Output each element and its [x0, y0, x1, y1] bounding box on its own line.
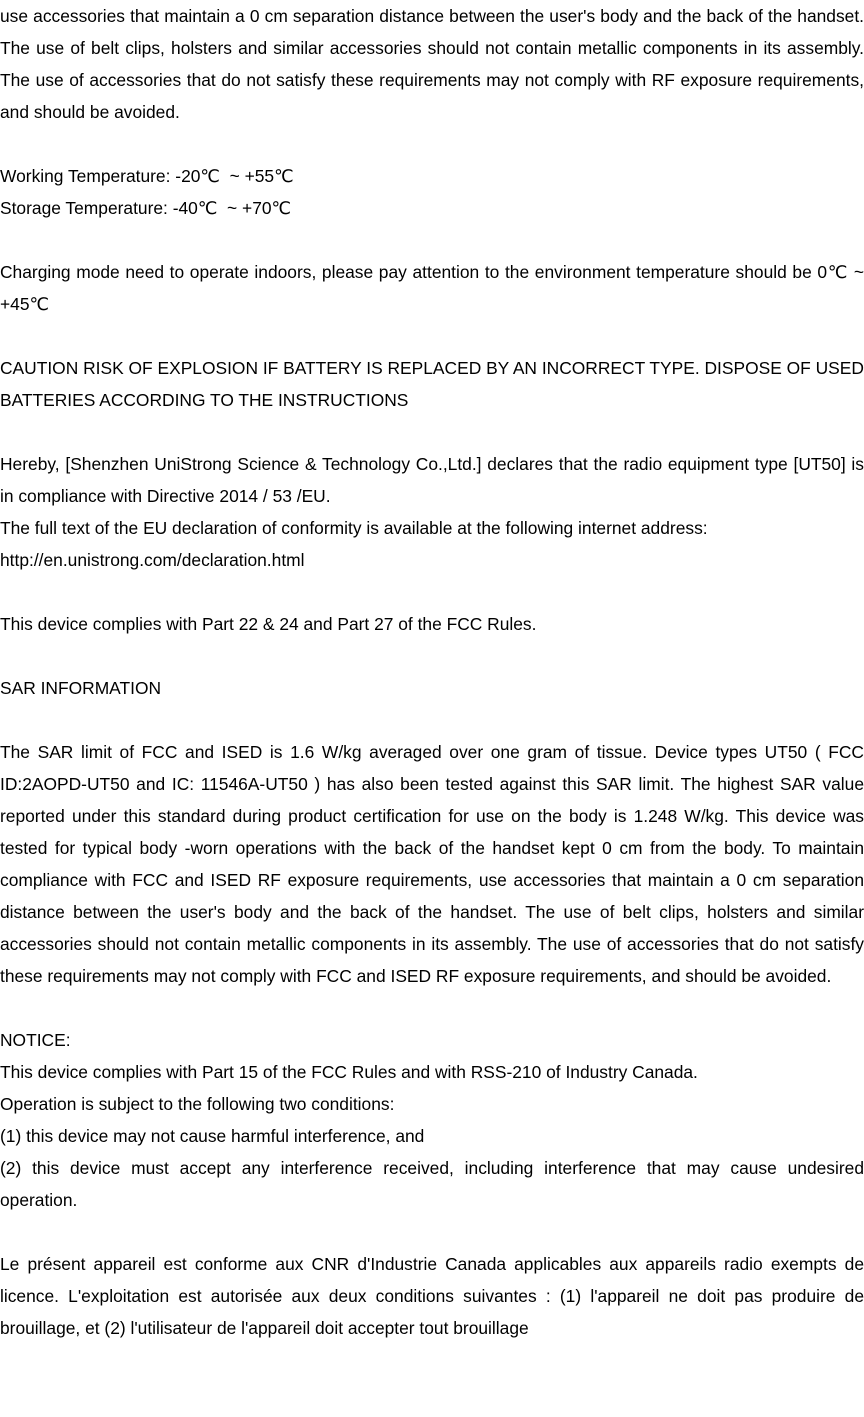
sar-paragraph: The SAR limit of FCC and ISED is 1.6 W/kg averaged over one gram of tissue. Device types UT50 ( FCC ID:2AOPD-UT50 and IC: 11546A-UT50 ) has also been tested against this SAR limit. The highest SAR value reported under this standard during product certification for use on the body is 1.248 W/kg. This device was tested for typical body -worn operations with the back of the handset kept 0 cm from the body. To maintain compliance with FCC and ISED RF exposure requirements, use accessories that maintain a 0 cm separation distance between the user's body and the back of the handset. The use of belt clips, holsters and similar accessories should not contain metallic components in its assembly. The use of accessories that do not satisfy these requirements may not comply with FCC and ISED RF exposure requirements, and should be avoided.: [0, 742, 864, 986]
notice-heading: NOTICE:: [0, 1030, 71, 1050]
charging-paragraph: Charging mode need to operate indoors, please pay attention to the environment temperature should be 0℃ ~ +45℃: [0, 262, 864, 314]
spacer: [0, 1216, 864, 1248]
caution-paragraph: CAUTION RISK OF EXPLOSION IF BATTERY IS REPLACED BY AN INCORRECT TYPE. DISPOSE OF USED BATTERIES ACCORDING TO THE INSTRUCTIONS: [0, 358, 864, 410]
fcc-parts-line: This device complies with Part 22 & 24 and Part 27 of the FCC Rules.: [0, 614, 537, 634]
working-temperature: Working Temperature: -20℃ ~ +55℃: [0, 166, 294, 186]
spacer: [0, 224, 864, 256]
declaration-url: http://en.unistrong.com/declaration.html: [0, 550, 305, 570]
notice-line-2: Operation is subject to the following two conditions:: [0, 1094, 395, 1114]
french-paragraph: Le présent appareil est conforme aux CNR d'Industrie Canada applicables aux appareils radio exempts de licence. L'exploitation est autorisée aux deux conditions suivantes : (1) l'appareil ne doit pas produire de brouillage, et (2) l'utilisateur de l'appareil doit accepter tout brouillage: [0, 1254, 864, 1338]
spacer: [0, 704, 864, 736]
full-text-line: The full text of the EU declaration of conformity is available at the following internet address:: [0, 518, 708, 538]
spacer: [0, 128, 864, 160]
spacer: [0, 640, 864, 672]
rf-exposure-paragraph: use accessories that maintain a 0 cm separation distance between the user's body and the back of the handset. The use of belt clips, holsters and similar accessories should not contain metallic components in its assembly. The use of accessories that do not satisfy these requirements may not comply with RF exposure requirements, and should be avoided.: [0, 6, 864, 122]
eu-declaration-paragraph: Hereby, [Shenzhen UniStrong Science & Technology Co.,Ltd.] declares that the radio equipment type [UT50] is in compliance with Directive 2014 / 53 /EU.: [0, 454, 864, 506]
storage-temperature: Storage Temperature: -40℃ ~ +70℃: [0, 198, 292, 218]
notice-line-1: This device complies with Part 15 of the FCC Rules and with RSS-210 of Industry Canada.: [0, 1062, 698, 1082]
spacer: [0, 320, 864, 352]
notice-line-4: (2) this device must accept any interference received, including interference that may cause undesired operation.: [0, 1158, 864, 1210]
spacer: [0, 576, 864, 608]
spacer: [0, 992, 864, 1024]
spacer: [0, 416, 864, 448]
sar-heading: SAR INFORMATION: [0, 678, 162, 698]
notice-line-3: (1) this device may not cause harmful interference, and: [0, 1126, 425, 1146]
